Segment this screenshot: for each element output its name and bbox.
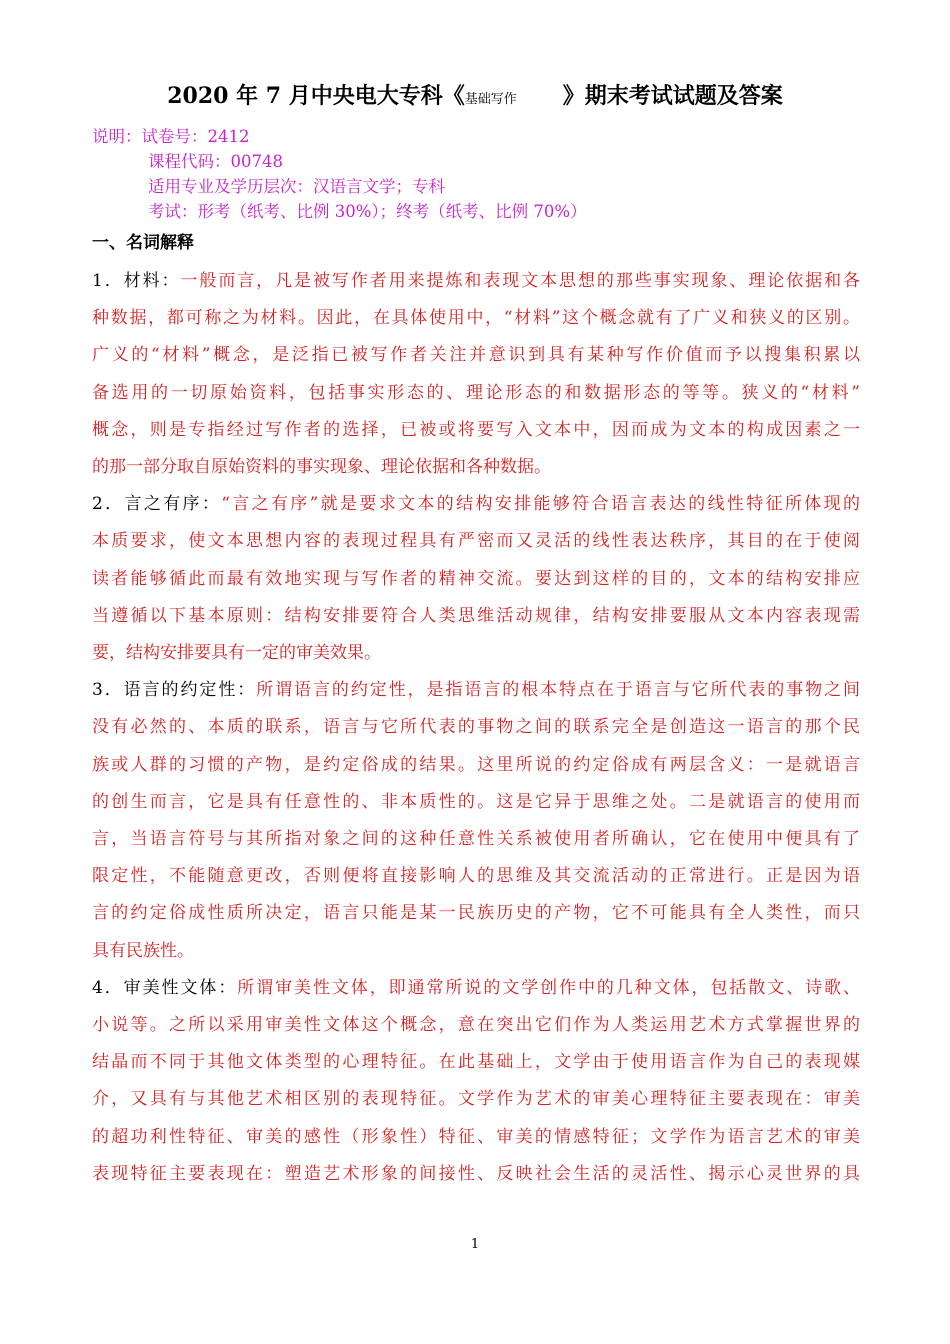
text-line: 本质要求，使文本思想内容的表现过程具有严密而又灵活的线性表达秩序，其目的在于使阅 [92, 531, 860, 552]
text-line: 结晶而不同于其他文体类型的心理特征。在此基础上，文学由于使用语言作为自己的表现媒 [92, 1052, 860, 1073]
section-heading: 一、名词解释 [92, 233, 194, 253]
text-line: 概念，则是专指经过写作者的选择，已被或将要写入文本中，因而成为文本的构成因素之一 [92, 419, 860, 440]
text-line: 言，当语言符号与其所指对象之间的这种任意性关系被使用者所确认，它在使用中便具有了 [92, 829, 860, 850]
text-line: 族或人群的习惯的产物，是约定俗成的结果。这里所说的约定俗成有两层含义：一是就语言 [92, 754, 860, 775]
page-number: 1 [470, 1237, 480, 1252]
definition-term: 2．言之有序： [92, 494, 222, 515]
text-line: 的那一部分取自原始资料的事实现象、理论依据和各种数据。 [92, 457, 551, 478]
exam-format: 考试：形考（纸考、比例 30%）；终考（纸考、比例 70%） [148, 202, 587, 221]
definition-answer: 所谓语言的约定性，是指语言的根本特点在于语言与它所代表的事物之间 [256, 680, 860, 701]
title-course-name: 基础写作 [464, 92, 517, 107]
definition-item-1 [92, 263, 860, 486]
document-title [0, 80, 950, 116]
definition-term: 1．材料： [92, 271, 181, 291]
definition-answer: 一般而言，凡是被写作者用来提炼和表现文本思想的那些事实现象、理论依据和各 [180, 271, 860, 291]
text-line: 种数据，都可称之为材料。因此，在具体使用中，“材料”这个概念就有了广义和狭义的区别。 [92, 308, 860, 329]
definition-item-4 [92, 970, 860, 1193]
definition-term: 4．审美性文体： [92, 977, 238, 998]
text-line [92, 486, 860, 523]
text-line: 表现特征主要表现在：塑造艺术形象的间接性、反映社会生活的灵活性、揭示心灵世界的具 [92, 1163, 860, 1184]
applicable-major: 适用专业及学历层次：汉语言文学；专科 [148, 177, 445, 196]
text-line [92, 263, 860, 300]
text-line: 介，又具有与其他艺术相区别的表现特征。文学作为艺术的审美心理特征主要表现在：审美 [92, 1089, 860, 1110]
text-line: 的创生而言，它是具有任意性的、非本质性的。这是它异于思维之处。二是就语言的使用而 [92, 791, 860, 812]
text-line: 备选用的一切原始资料，包括事实形态的、理论形态的和数据形态的等等。狭义的“材料” [92, 382, 860, 403]
text-line: 读者能够循此而最有效地实现与写作者的精神交流。要达到这样的目的，文本的结构安排应 [92, 568, 860, 589]
definition-answer: “言之有序”就是要求文本的结构安排能够符合语言表达的线性特征所体现的 [221, 494, 860, 515]
text-line: 具有民族性。 [92, 940, 194, 961]
text-line: 的超功利性特征、审美的感性（形象性）特征、审美的情感特征；文学作为语言艺术的审美 [92, 1126, 860, 1147]
text-line [92, 672, 860, 709]
text-line: 言的约定俗成性质所决定，语言只能是某一民族历史的产物，它不可能具有全人类性，而只 [92, 903, 860, 924]
text-line: 限定性，不能随意更改，否则便将直接影响人的思维及其交流活动的正常进行。正是因为语 [92, 866, 860, 887]
definition-term: 3．语言的约定性： [92, 680, 257, 701]
title-suffix: 》期末考试试题及答案 [562, 83, 783, 109]
definition-answer: 所谓审美性文体，即通常所说的文学创作中的几种文体，包括散文、诗歌、 [237, 977, 860, 998]
text-line: 没有必然的、本质的联系，语言与它所代表的事物之间的联系完全是创造这一语言的那个民 [92, 717, 860, 738]
definition-item-2 [92, 486, 860, 672]
title-prefix: 2020 年 7 月中央电大专科《 [167, 83, 465, 109]
exam-info [92, 124, 587, 224]
definition-item-3 [92, 672, 860, 970]
course-code: 课程代码：00748 [148, 152, 283, 171]
exam-paper-number: 说明：试卷号：2412 [92, 127, 250, 146]
text-line: 要，结构安排要具有一定的审美效果。 [92, 643, 381, 664]
document-body [92, 263, 860, 1193]
text-line: 当遵循以下基本原则：结构安排要符合人类思维活动规律，结构安排要服从文本内容表现需 [92, 605, 860, 626]
text-line: 广义的“材料”概念，是泛指已被写作者关注并意识到具有某种写作价值而予以搜集积累以 [92, 345, 860, 366]
text-line [92, 970, 860, 1007]
text-line: 小说等。之所以采用审美性文体这个概念，意在突出它们作为人类运用艺术方式掌握世界的 [92, 1015, 860, 1036]
